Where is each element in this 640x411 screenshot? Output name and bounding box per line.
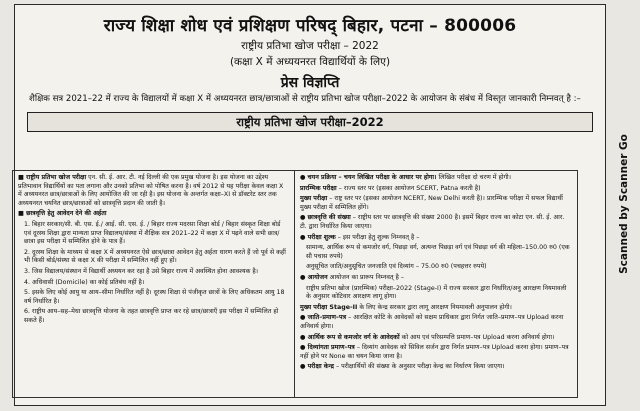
- exam-name: राष्ट्रीय प्रतिभा खोज परीक्षा – 2022: [241, 40, 379, 52]
- paragraph-text: आयोजन का प्रारूप निम्नवत् है –: [329, 273, 404, 281]
- paragraph-text: – आरक्षित कोटि के आवेदकों को सक्षम प्राधिकार द्वारा निर्गत जाति–प्रमाण–पत्र Upload करना अनिवार्य होगा।: [300, 314, 564, 330]
- paragraph-heading: ● जाति–प्रमाण–पत्र: [300, 314, 347, 322]
- paragraph-heading: ● आयोजन: [300, 273, 328, 281]
- paragraph: [300, 234, 572, 243]
- paragraph: [300, 274, 572, 283]
- paragraph-text: राष्ट्रीय प्रतिभा खोज (प्रारम्भिक) परीक्षा–2022 (Stage-I) में राज्य सरकार द्वारा निर्धारित/अनु आरक्षण नियमावली के अनुसार कोटिवार आरक्षण लागू होगा।: [306, 284, 567, 301]
- paragraph-text: 5. इसके लिए कोई आयु या आय–सीमा निर्धारित नहीं है। दूरस्थ शिक्षा से पंजीकृत छात्रों के लिए अधिकतम आयु 18 वर्ष निर्धारित है।: [24, 289, 285, 305]
- intro-paragraph: शैक्षिक सत्र 2021–22 में राज्य के विद्यालयों में कक्षा X में अध्ययनरत छात्र/छात्राओं से राष्ट्रीय प्रतिभा खोज परीक्षा–2022 के आयोजन के संबंध में विस्तृत जानकारी निम्नवत् है :–: [29, 94, 581, 104]
- paragraph: [18, 268, 289, 277]
- paragraph-text: – राज्य स्तर पर (इसका आयोजन SCERT, Patna करती है): [338, 184, 481, 192]
- paragraph-heading: ● छात्रवृत्ति की संख्या: [300, 214, 351, 222]
- paragraph-heading: ● दिव्यांगता प्रमाण–पत्र: [300, 344, 355, 352]
- paragraph-text: सामान्य, आर्थिक रूप से कमजोर वर्ग, पिछड़ा वर्ग, अत्यन्त पिछड़ा वर्ग एवं पिछड़ा वर्ग की महिला–150.00 रु0 (एक सौ पचास रुपये): [306, 244, 570, 260]
- paragraph-heading: ● परीक्षा शुल्क: [300, 233, 336, 241]
- paragraph: [300, 285, 572, 302]
- paragraph-text: को आय एवं परिसम्पत्ति प्रमाण–पत्र Upload करना अनिवार्य होगा।: [401, 333, 555, 341]
- paragraph: [300, 314, 572, 331]
- paragraph-text: 6. राष्ट्रीय आय–सह–मेधा छात्रवृत्ति योजना के तहत छात्रवृत्ति प्राप्त कर रहे छात्र/छात्राएँ इस परीक्षा में सम्मिलित हो सकते हैं।: [24, 308, 279, 324]
- paragraph-heading: ● आर्थिक रूप से कमजोर वर्ग के आवेदकों: [300, 333, 400, 341]
- paragraph: [18, 279, 289, 288]
- paragraph-text: लिखित परीक्षा दो चरण में होगी।: [438, 174, 512, 181]
- paragraph: [18, 221, 289, 247]
- paragraph-heading: मुख्य परीक्षा: [300, 195, 328, 203]
- paragraph: [300, 214, 572, 231]
- paragraph: [300, 304, 572, 313]
- paragraph: [18, 249, 289, 266]
- paragraph: [300, 344, 572, 361]
- paragraph: [300, 174, 572, 183]
- paragraph: [300, 263, 572, 272]
- paragraph-heading: ■ राष्ट्रीय प्रतिभा खोज परीक्षा: [18, 174, 87, 181]
- paragraph: [300, 363, 572, 372]
- paragraph-text: एन. सी. ई. आर. टी. नई दिल्ली की एक प्रमुख योजना है। इस योजना का उद्देश्य प्रतिभावान विद्यार्थियों का पता लगाना और उनको प्रतिभा को पोषित करना है। वर्ष 2012 से यह परीक्षा केवल कक्षा X में अध्ययनरत छात्र/छात्राओं के लिए आयोजित की जा रही है। इस योजना के अन्तर्गत कक्षा–XI से डॉक्टरेट स्तर तक अध्ययनरत चयनित छात्र/छात्राओं को छात्रवृत्ति प्रदान की जाती है।: [18, 174, 284, 207]
- paragraph-text: – परीक्षार्थियों की संख्या के अनुसार परीक्षा केन्द्र का निर्धारण किया जाएगा।: [335, 363, 505, 371]
- content-columns: [12, 170, 578, 398]
- press-release-heading: प्रेस विज्ञप्ति: [280, 75, 340, 91]
- paragraph: [300, 334, 572, 343]
- scanner-watermark: Scanned by Scanner Go: [618, 134, 630, 274]
- paragraph-heading: मुख्य परीक्षा Stage-II: [300, 303, 358, 311]
- header: [15, 13, 605, 92]
- paragraph: [18, 289, 289, 306]
- paragraph: [18, 210, 289, 219]
- paragraph-text: के लिए केन्द्र सरकार द्वारा लागू आरक्षण नियमावली अनुपालन होगी।: [359, 303, 512, 311]
- paragraph: [18, 308, 289, 325]
- paragraph-text: – दिव्यांग आवेदक को सिविल सर्जन द्वारा निर्गत प्रमाण–पत्र Upload करना होगा। प्रमाण–पत्र नहीं होने पर None का चयन किया जाना है।: [300, 344, 569, 360]
- right-column: [295, 171, 577, 397]
- paragraph-heading: ● परीक्षा केन्द्र: [300, 363, 334, 371]
- paragraph: [18, 174, 289, 208]
- paragraph-text: 3. जिस विद्यालय/संस्थान में विद्यार्थी अध्ययन कर रहा है उसे बिहार राज्य में अवस्थित होना आवश्यक है।: [24, 267, 259, 275]
- paragraph-text: – राष्ट्रीय स्तर पर छात्रवृत्ति की संख्या 2000 है। इसमें बिहार राज्य का कोटा एन. सी. ई. आर. टी. द्वारा निर्धारित किया जाएगा।: [300, 214, 565, 230]
- paragraph-text: – राष्ट्र स्तर पर (इसका आयोजन NCERT, New Delhi करती है)। प्रारम्भिक परीक्षा में सफल विद्यार्थी मुख्य परीक्षा में सम्मिलित होंगे।: [300, 195, 563, 211]
- paragraph-text: 2. दूरस्थ शिक्षा के माध्यम से कक्षा X में अध्ययनरत ऐसे छात्र/छात्रा आवेदन हेतु अर्हता धारण करते हैं जो पूर्व से कहीं भी किसी बोर्ड/संस्था से कक्षा X की परीक्षा में सम्मिलित नहीं हुए हों।: [24, 248, 286, 265]
- audience-note: (कक्षा X में अध्ययनरत विद्यार्थियों के लिए): [229, 56, 391, 68]
- council-title: राज्य शिक्षा शोध एवं प्रशिक्षण परिषद् बिहार, पटना – 800006: [103, 16, 517, 36]
- paragraph-text: अनुसूचित जाति/अनुसूचित जनजाति एवं दिव्यांग – 75.00 रु0 (पचहत्तर रुपये): [306, 263, 487, 271]
- paragraph: [300, 185, 572, 194]
- watermark-strip: [612, 10, 632, 400]
- paragraph-text: 4. अधिवासी (Domicile) का कोई प्रतिबंध नहीं है।: [24, 278, 145, 286]
- paragraph-heading: प्रारम्भिक परीक्षा: [300, 184, 337, 192]
- paragraph: [300, 244, 572, 261]
- section-title: राष्ट्रीय प्रतिभा खोज परीक्षा–2022: [27, 112, 593, 132]
- paragraph-text: 1. बिहार सरकार/सी. बी. एस. ई./ आई. सी. एस. ई. / बिहार राज्य मदरसा शिक्षा बोर्ड / बिहार संस्कृत शिक्षा बोर्ड एवं दूरस्थ शिक्षा द्वारा मान्यता प्राप्त विद्यालय/संस्था में शैक्षिक सत्र 2021–22 में कक्षा X में पढ़ने वाले सभी छात्र/छात्रा इस परीक्षा में सम्मिलित होने के पात्र हैं।: [24, 220, 281, 246]
- paragraph-heading: ■ छात्रवृत्ति हेतु आवेदन देने की अर्हता: [18, 210, 107, 218]
- left-column: [13, 171, 295, 397]
- paragraph: [300, 195, 572, 212]
- paragraph-text: – इस परीक्षा हेतु शुल्क निम्नवत् है –: [337, 233, 420, 241]
- paragraph-heading: ● चयन प्रक्रिया – चयन लिखित परीक्षा के आधार पर होगा।: [300, 174, 437, 181]
